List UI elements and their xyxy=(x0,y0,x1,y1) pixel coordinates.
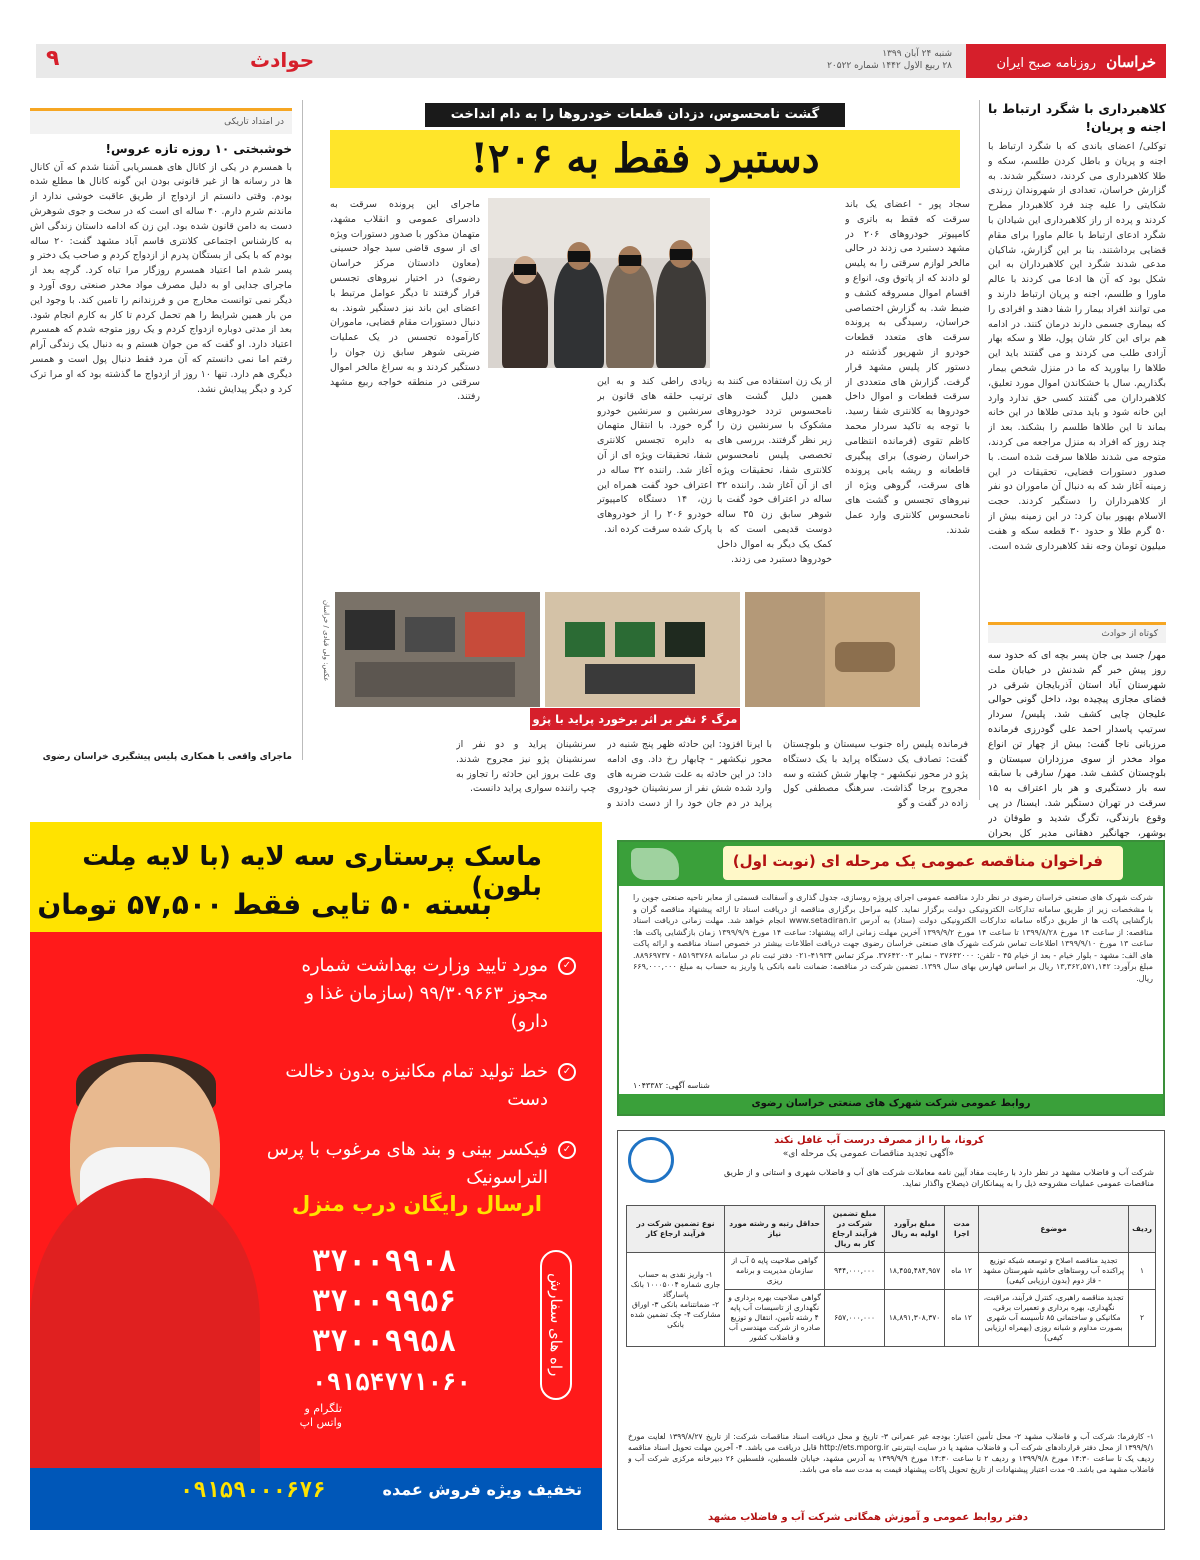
check-icon: ✓ xyxy=(558,1063,576,1081)
tender2-signature: دفتر روابط عمومی و آموزش همگانی شرکت آب و فاضلاب مشهد xyxy=(708,1512,1029,1523)
right-story-body: توکلی/ اعضای باندی که با شگرد ارتباط با اجنه و پریان و باطل کردن طلسم، سکه و طلا کلاهبرداری می کردند، دستگیر شدند. به گزارش خراسان، تعدادی از شهروندان زرندی شکایتی را علیه چند فرد کلاهبردار مطرح کردند و پرده از راز کلاهبرداری این شیادان با شگرد ادعای ارتباط با عالم ماورا برای مقام قضایی برداشتند. بنا بر این گزارش، شاکیان مدعی شدند شگرد این کلاهبرداران به این شکل بود که آن ها ادعا می کردند با عالم ماورا و طلسم، اجنه و پریان ارتباط دارند و می توانند افراد بیمار را شفا دهند و افرادی را که بیماری جسمی دارند درمان کنند. در ادامه هم برای این کار شان پول، طلا و سکه بهار آزادی طلب می کردند و می گفتند باید این طلاها را بیاورید که ما در منزل شخص بیمار بگذاریم. سال با خشکاندن اموال مورد تعلیق، کلاهبرداران می گفتند کسی حق ندارد وارد این خانه شود و باید مدتی طلاها در این خانه بماند تا این طلاها طلسم را بشکند. بعد از چند روز که افراد به منزل مراجعه می کردند، متوجه می شدند طلاها سرقت شده است. با صدور دستورات قضایی، تحقیقات در این زمینه آغاز شد که به دنبال آن ماموران دو نفر از کلاهبرداران را دستگیر کردند. حجت الاسلام بهپور بیان کرد: در این زمینه بیش از ۵۰ گرم طلا و حدود ۳۰ قطعه سکه و هفت میلیون تومان وجه نقد کلاهبرداری شده است. xyxy=(988,141,1166,552)
table-cell: تجدید مناقصه اصلاح و توسعه شبکه توزیع پراکنده آب روستاهای حاشیه شهرستان مشهد - فاز دوم (بدون ارزیابی کیفی) xyxy=(979,1253,1129,1290)
face-blur xyxy=(670,249,692,260)
tender2-intro: شرکت آب و فاضلاب مشهد در نظر دارد با رعایت مفاد آیین نامه معاملات شرکت های آب و فاضلاب شهری و استانی و از طریق مناقصات عمومی عملیات مشروحه ذیل را به پیمانکاران ذیصلاح واگذار نماید. xyxy=(724,1168,1154,1188)
table-cell: ۱۸,۸۹۱,۳۰۸,۳۷۰ xyxy=(885,1290,945,1347)
device-shape xyxy=(405,617,455,652)
tender-notice-water xyxy=(617,1130,1165,1530)
table-cell: ۶۵۷,۰۰۰,۰۰۰ xyxy=(825,1290,885,1347)
issue-info xyxy=(792,48,952,72)
face-blur xyxy=(568,251,590,262)
tender-body: شرکت شهرک های صنعتی خراسان رضوی در نظر دارد مناقصه عمومی اجرای پروژه روسازی، جدول گذاری و آسفالت قسمتی از معابر ناحیه صنعتی جوین را با مشخصات زیر از طریق سامانه تدارکات الکترونیکی دولت برگزار نماید. کلیه مراحل برگزاری مناقصه از دریافت اسناد تا ارائه پیشنهاد مناقصه گران و بازگشایی پاکت ها از طریق درگاه سامانه تدارکات الکترونیکی دولت (ستاد) به آدرس www.setadiran.ir انجام خواهد شد. مهلت زمانی دریافت اسناد مناقصه: از ساعت ۱۴ مورخ ۱۳۹۹/۸/۲۸ تا ساعت ۱۴ مورخ ۱۳۹۹/۹/۲ آخرین مهلت زمانی ارائه پیشنهاد: ساعت ۱۴ مورخ ۱۳۹۹/۹/۹ زمان بازگشایی پاکت ها: ساعت ۱۳ مورخ ۱۳۹۹/۹/۱۰ اطلاعات تماس شرکت شهرک های صنعتی خراسان رضوی جهت دریافت اطلاعات بیشتر در خصوص اسناد مناقصه و ارائه پاکت های الف: مشهد - بلوار خیام - بعد از خیام ۴۵ - تلفن: ۳۷۶۴۲۰۰۰ - نمابر ۳۷۶۴۲۰۰۳. مرکز تماس ۴۱۹۳۴-۰۲۱ دفتر ثبت نام در سامانه ۸۵۱۹۳۷۶۸ - ۸۸۹۶۹۷۳۷. مبلغ برآورد: ۱۳,۳۶۲,۵۷۱,۱۴۲ ریال بر اساس فهارس بهای سال ۱۳۹۹. تضمین شرکت در مناقصه: ضمانت نامه بانکی یا واریز به حساب به مبلغ ۶۶۹,۰۰۰,۰۰۰ ریال. xyxy=(633,893,1153,983)
story-column-3: از یک زن استفاده می کنند به همین دلیل گشت های نامحسوس تردد خودروهای مشکوک با سرنشین زن را زیر نظر گرفتند. بررسی های تخصصی پلیس نامحسوس کلانتری شفا، تحقیقات ویژه ای از آن آغاز شد. راننده ۳۲ ساله در اعتراف خود گفت با شوهر سابق زن ۳۵ ساله دوست قدیمی است که با کمک یک دیگر به اموال داخل خودروها دستبرد می زدند. xyxy=(717,376,832,565)
ad-price: بسته ۵۰ تایی فقط ۵۷,۵۰۰ تومان xyxy=(37,888,492,921)
table-cell: ۱۸,۴۵۵,۴۸۴,۹۵۷ xyxy=(885,1253,945,1290)
face-blur xyxy=(514,264,536,275)
ad-footer xyxy=(30,1468,602,1530)
province-map-icon xyxy=(631,848,679,880)
brand-name: خراسان xyxy=(1106,53,1156,71)
feature-text: فیکسر بینی و بند های مرغوب با پرس التراسونیک xyxy=(266,1139,548,1188)
table-header-row xyxy=(627,1206,1156,1253)
table-cell: ۱ xyxy=(1129,1253,1156,1290)
photo-wall-shape xyxy=(745,592,825,707)
ad-feature xyxy=(266,1058,576,1114)
photo-carts xyxy=(745,592,920,707)
table-cell: ۹۴۴,۰۰۰,۰۰۰ xyxy=(825,1253,885,1290)
ad-feature xyxy=(266,952,576,1036)
tender2-notes: ۱- کارفرما: شرکت آب و فاضلاب مشهد ۲- محل تأمین اعتبار: بودجه غیر عمرانی ۳- تاریخ و محل دریافت اسناد مناقصات شرکت: از تاریخ ۱۳۹۹/۸/۲۷ لغایت مورخ ۱۳۹۹/۹/۱ از محل دفتر قراردادهای شرکت آب و فاضلاب مشهد یا در سایت اینترنتی http://ets.mporg.ir قابل دریافت می باشد. ۴- آخرین مهلت تحویل اسناد مناقصه ردیف یک تا ساعت ۱۴:۳۰ مورخ ۱۳۹۹/۹/۸ و ردیف ۲ تا ساعت ۱۴:۳۰ مورخ ۱۳۹۹/۹/۹ به آدرس مشهد، خیابان فلسطین، فلسطین ۲۶ دبیرخانه مرکزی شرکت آب و فاضلاب مشهد می باشد. ۵- مدت اعتبار پیشنهادات از تاریخ تحویل پاکات پیشنهاد قیمت به مدت سه ماه می باشد. xyxy=(628,1432,1154,1474)
column-header: مبلغ برآورد اولیه به ریال xyxy=(885,1206,945,1253)
free-delivery: ارسال رایگان درب منزل xyxy=(291,1192,542,1216)
left-story-kicker: در امتداد تاریکی xyxy=(30,108,292,134)
goods-shape xyxy=(355,662,515,697)
photo-goods xyxy=(335,592,540,707)
section-title: حوادث xyxy=(250,48,315,72)
brand-subtitle: روزنامه صبح ایران xyxy=(996,56,1096,71)
column-divider xyxy=(302,100,303,760)
left-story-footer: ماجرای واقعی با همکاری پلیس پیشگیری خراسان رضوی xyxy=(42,752,292,762)
tender2-title: «آگهی تجدید مناقصات عمومی یک مرحله ای» xyxy=(782,1149,954,1159)
column-header: نوع تضمین شرکت در فرآیند ارجاع کار xyxy=(627,1206,725,1253)
ad-feature xyxy=(266,1136,576,1192)
photo-credit: عکس: ولی قبادی / خراسان xyxy=(322,600,330,682)
battery-shape xyxy=(665,622,705,657)
order-phone: ۳۷۰۰۹۹۵۶ xyxy=(312,1284,457,1319)
order-phone: ۳۷۰۰۹۹۰۸ xyxy=(312,1244,457,1279)
face-blur xyxy=(619,255,641,266)
battery-row-shape xyxy=(585,664,695,694)
order-mobile: ۰۹۱۵۴۷۷۱۰۶۰ xyxy=(312,1368,471,1396)
tender2-table xyxy=(626,1205,1156,1347)
table-row xyxy=(627,1253,1156,1290)
left-column-story xyxy=(30,108,292,758)
issue-number: ۲۸ ربیع الاول ۱۴۴۲ شماره ۲۰۵۲۲ xyxy=(827,61,952,71)
photo-batteries xyxy=(545,592,740,707)
story-column-1: سجاد پور - اعضای یک باند سرقت که فقط به باتری و کامپیوتر خودروهای ۲۰۶ در مشهد دستبرد می زدند در حالی مالخر لوازم سرقتی را به پلیس لو دادند که از پاتوق وی، انواع و اقسام اموال مسروقه کشف و ضبط شد. به گزارش اختصاصی خراسان، رسیدگی به پرونده سرقت های متعدد قطعات خودرو از شهریور گذشته در دستور کار پلیس مشهد قرار گرفت. گزارش های متعددی از سرقت قطعات و اموال داخل خودروها به کلانتری شفا رسید. با توجه به تاکید سردار محمد کاظم تقوی (فرمانده انتظامی خراسان رضوی) برای پیگیری قاطعانه و ریشه یابی پرونده های سرقت، گروهی ویژه از نیروهای تجسس و گشت های نامحسوس کلانتری وارد عمل شدند. xyxy=(845,199,970,536)
brand-box xyxy=(966,44,1166,78)
related-news-title: مرگ ۶ نفر بر اثر برخورد پراید با پژو xyxy=(530,708,740,730)
column-divider xyxy=(979,100,980,800)
brief-news-kicker: کوتاه از حوادث xyxy=(988,622,1166,643)
guarantee-line: ۱- واریز نقدی به حساب جاری شماره ۱۰۰۰۵۰۰۴ بانک پاسارگاد xyxy=(630,1269,721,1299)
left-story-body: با همسرم در یکی از کانال های همسریابی آشنا شدم که آن کانال ها در رسانه ها از غیر قانونی بودن این گونه کانال ها مطلع شده بودم. وقتی دانستم از ازدواج از طریق عاقبت خوشی ندارد از ماندنم شرم دارم. ۴۰ ساله ای است که در سخت و جوی شوهرش دست به دامن قانون شده بود. این زن که ادامه داستان زندگی اش به کارشناس اجتماعی کلانتری قاسم آباد مشهد گفت: ۲۰ ساله بودم که با یکی از بستگان پدرم از ازدواج کردم و صاحب یک دختر و پسر شدم اما اعتیاد همسرم روزگار مرا تباه کرد. گرچه بعد از ماجرای جدایی او به دلیل مصرف مواد مخدر صنعتی روی آورد و دیگر نمی توانست مخارج من و فرزندانم را تامین کند. با وجود این من بار همین شرایط را هم تحمل کردم تا کار به کارم انجام شود. بعد از مدتی دوباره ازدواج کردم و یک روز متوجه شدم که همسرم اعتیاد دارد. او گفت که من جوان هستم و به دنبال یک زندگی آرام رفتم اما نمی دانستم که آن مرد فقط دنبال پول است و همسر دیگری هم دارد. تنها ۱۰ روز از ازدواج ما گذشته بود که او مرا ترک کرد و دیگر پیدایش نشد. xyxy=(30,161,292,395)
water-company-logo xyxy=(628,1137,674,1183)
ad-features xyxy=(266,952,576,1214)
check-icon: ✓ xyxy=(558,1141,576,1159)
wholesale-text: تخفیف ویژه فروش عمده xyxy=(382,1480,582,1499)
related-news-col-1: فرمانده پلیس راه جنوب سیستان و بلوچستان گفت: تصادف یک دستگاه پراید با یک دستگاه پژو در محور نیکشهر - چابهار شش کشته و سه مجروح برجا گذاشت. سرهنگ مصطفی کول زاده در گفت و گو xyxy=(783,739,968,810)
column-header: موضوع xyxy=(979,1206,1129,1253)
table-cell: ۱۲ ماه xyxy=(945,1290,979,1347)
column-header: مدت اجرا xyxy=(945,1206,979,1253)
order-phones xyxy=(312,1242,532,1402)
messenger-label: تلگرام و واتس اپ xyxy=(299,1402,342,1429)
wholesale-phone: ۰۹۱۵۹۰۰۰۶۷۶ xyxy=(180,1478,326,1503)
battery-shape xyxy=(615,622,655,657)
suspect-figure xyxy=(606,262,654,368)
table-cell xyxy=(627,1253,725,1347)
story-column-2: ماجرای این پرونده سرقت به دادسرای عمومی و انقلاب مشهد، متهمان مذکور با صدور دستورات ویژه ای از سوی قاضی سید جواد حسینی (معاون دادستان مرکز خراسان رضوی) در اختیار نیروهای تجسس قرار گرفتند تا دیگر عوامل مرتبط با اعضای این باند نیز دستگیر شوند. به دنبال دستورات مقام قضایی، ماموران کارآموده تجسس در یک عملیات ضربتی شوهر سابق زن جوان را دستگیر کردند و به سراغ مالخر اموال سرقتی در منطقه خواجه ربیع مشهد رفتند. xyxy=(330,199,480,403)
table-cell: ۲ xyxy=(1129,1290,1156,1347)
right-column-story xyxy=(988,100,1166,610)
table-cell: تجدید مناقصه راهبری، کنترل فرآیند، مراقبت، نگهداری، بهره برداری و تعمیرات برقی، مکانیکی و ساختمانی ۸۵ تأسیسه آب شهری بصورت مداوم و شبانه روزی (بهمراه ارزیابی کیفی) xyxy=(979,1290,1129,1347)
issue-date: شنبه ۲۴ آبان ۱۳۹۹ xyxy=(882,49,952,59)
related-news-col-3: سرنشینان پراید و دو نفر از سرنشینان پژو نیز مجروح شدند. وی علت بروز این حادثه را تجاوز به چپ راننده سواری پراید دانست. xyxy=(456,739,596,795)
tender-footer: روابط عمومی شرکت شهرک های صنعتی خراسان رضوی xyxy=(619,1094,1163,1114)
brief-news-body: مهر/ جسد بی جان پسر بچه ای که حدود سه روز پیش خبر گم شدنش در خیابان ملت شهرستان آباد استان آذربایجان شرقی در فضای مجازی پیچیده بود، داخل گونی حوالی علیجان چایی کشف شد. پلیس/ سردار سرتیپ پاسدار احمد علی گودرزی فرمانده مرزبانی ناجا گفت: بیش از چهار تن انواع مواد مخدر از سوی مرزداران سیستان و بلوچستان کشف شد. مهر/ سارقی با سابقه سه بار دستگیری و هر بار اعتراف به ۱۵ سرقت در تهران دستگیر شد. ایسنا/ در پی وقوع بارندگی، تگرگ شدید و طوفان در بوشهر، جهانگیر دهقانی مدیر کل بحران xyxy=(988,650,1166,839)
table-cell: گواهی صلاحیت پایه ۵ آب از سازمان مدیریت و برنامه ریزی xyxy=(725,1253,825,1290)
feature-text: خط تولید تمام مکانیزه بدون دخالت دست xyxy=(285,1061,548,1110)
mask-advertisement xyxy=(30,822,602,1530)
column-header: مبلغ تضمین شرکت در فرآیند ارجاع کار به ریال xyxy=(825,1206,885,1253)
story-subheadline: گشت نامحسوس، دزدان قطعات خودروها را به دام انداخت xyxy=(425,103,845,127)
right-story-title: کلاهبرداری با شگرد ارتباط با اجنه و پریان! xyxy=(988,101,1166,134)
tender-ad-code: شناسه آگهی: ۱۰۴۳۳۸۲ xyxy=(633,1081,710,1090)
column-header: ردیف xyxy=(1129,1206,1156,1253)
page-number: ۹ xyxy=(46,46,60,71)
brief-news-box xyxy=(988,622,1166,839)
table-cell: گواهی صلاحیت بهره برداری و نگهداری از تاسیسات آب پایه ۴ رشته تأمین، انتقال و توزیع صادره از شرکت مهندسی آب و فاضلاب کشور xyxy=(725,1290,825,1347)
tender2-slogan: کرونا، ما را از مصرف درست آب غافل نکند xyxy=(774,1135,984,1146)
related-news-col-2: با ایرنا افزود: این حادثه ظهر پنج شنبه در محور نیکشهر - چابهار رخ داد. وی ادامه داد: در این حادثه به علت شدت ضربه های وارد شده شش نفر از سرنشینان خودروی پراید در دم جان خود را از دست دادند و xyxy=(607,739,772,810)
tender-notice-industrial xyxy=(617,840,1165,1116)
tender-title: فراخوان مناقصه عمومی یک مرحله ای (نوبت اول) xyxy=(732,852,1103,870)
guarantee-line: ۲- ضمانتنامه بانکی ۳- اوراق مشارکت ۴- چک تضمین شده بانکی xyxy=(630,1299,721,1329)
story-headline: دستبرد فقط به ۲۰۶! xyxy=(330,130,960,188)
tv-shape xyxy=(345,610,395,650)
column-header: حداقل رتبه و رشته مورد نیاز xyxy=(725,1206,825,1253)
table-cell: ۱۲ ماه xyxy=(945,1253,979,1290)
suspect-figure xyxy=(554,260,604,368)
check-icon: ✓ xyxy=(558,957,576,975)
left-story-title: خوشبختی ۱۰ روزه تازه عروس! xyxy=(105,141,292,156)
ad-title: ماسک پرستاری سه لایه (با لایه مِلت بلون) xyxy=(82,842,542,902)
suspects-photo xyxy=(488,198,710,368)
suspect-figure xyxy=(656,258,706,368)
model-shirt xyxy=(30,1178,260,1468)
battery-shape xyxy=(565,622,605,657)
order-phone: ۳۷۰۰۹۹۵۸ xyxy=(312,1324,457,1359)
cart-shape xyxy=(835,642,895,672)
order-methods-label: راه های سفارش xyxy=(540,1250,572,1400)
evidence-photos xyxy=(335,592,920,707)
device-shape xyxy=(465,612,525,657)
feature-text: مورد تایید وزارت بهداشت شماره مجوز ۹۹/۳۰۹۶۶۳ (سازمان غذا و دارو) xyxy=(301,955,548,1032)
story-column-4: زیادی راطی کند و به این ترتیب حلقه های قانون بر سرنشین و سرنشین خودرو گره خورد. با انتقال متهمان به دایره تجسس کلانتری شفا، تحقیقات ویژه ای از آن آغاز شد. راننده ۳۲ ساله در اعتراف خود گفت همراه این زن، ۱۴ دستگاه کامپیوتر خودرو ۲۰۶ را از خودروهای پارک شده سرقت کرده اند. xyxy=(597,376,712,535)
